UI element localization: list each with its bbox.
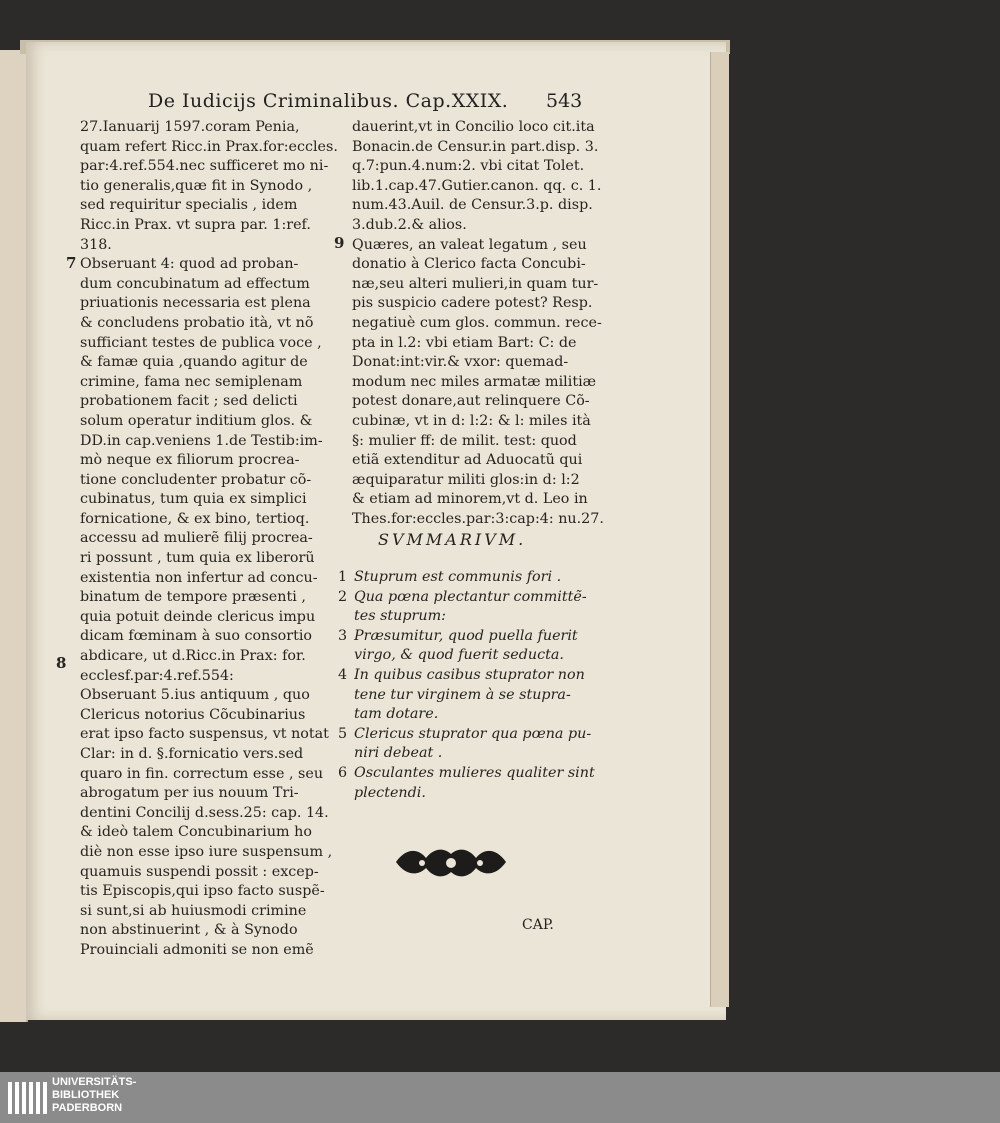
text-line: quam refert Ricc.in Prax.for:eccles. [80, 138, 338, 155]
text-line: non abstinuerint , & à Synodo [80, 922, 298, 939]
text-line: tis Episcopis,qui ipso facto suspẽ- [80, 883, 325, 900]
text-line: abrogatum per ius nouum Tri- [80, 785, 299, 802]
text-line: Thes.for:eccles.par:3:cap:4: nu.27. [352, 510, 604, 527]
summary-item-text: virgo, & quod fuerit seducta. [354, 647, 564, 664]
text-line: Bonacin.de Censur.in part.disp. 3. [352, 138, 599, 155]
summary-item-number: 1 [338, 569, 348, 585]
text-line: sufficiant testes de publica voce , [80, 334, 322, 351]
text-line: pta in l.2: vbi etiam Bart: C: de [352, 334, 577, 351]
summary-item-text: Qua pœna plectantur committẽ- [354, 588, 587, 605]
text-line: Donat:int:vir.& vxor: quemad- [352, 354, 569, 371]
text-line: Obseruant 4: quod ad proban- [80, 256, 299, 273]
text-line: 318. [80, 236, 112, 253]
text-line: abdicare, ut d.Ricc.in Prax: for. [80, 648, 306, 665]
left-text-column [80, 118, 338, 961]
text-line: tione concludenter probatur cõ- [80, 471, 312, 488]
text-line: DD.in cap.veniens 1.de Testib:im- [80, 432, 323, 449]
text-line: mò neque ex filiorum procrea- [80, 452, 300, 469]
text-line: probationem facit ; sed delicti [80, 393, 298, 410]
summary-item-text: tam dotare. [354, 706, 439, 723]
text-line: par:4.ref.554.nec sufficeret mo ni- [80, 158, 329, 175]
text-line: ri possunt , tum quia ex liberorũ [80, 550, 315, 567]
footer-line-2: BIBLIOTHEK [52, 1089, 120, 1101]
footer-line-3: PADERBORN [52, 1102, 123, 1114]
text-line: Obseruant 5.ius antiquum , quo [80, 687, 310, 704]
summary-item-text: tene tur virginem à se stupra- [354, 686, 571, 703]
summary-item [338, 725, 618, 764]
summary-item [338, 588, 618, 627]
paragraph-number: 7 [66, 254, 77, 272]
text-line: & ideò talem Concubinarium ho [80, 824, 312, 841]
paragraph-number: 9 [334, 234, 345, 252]
text-line: dentini Concilij d.sess.25: cap. 14. [80, 804, 329, 821]
text-line: q.7:pun.4.num:2. vbi citat Tolet. [352, 158, 585, 175]
summary-item-number: 2 [338, 588, 348, 605]
text-line: & famæ quia ,quando agitur de [80, 354, 308, 371]
text-line: §: mulier ff: de milit. test: quod [352, 432, 577, 449]
text-line: cubinæ, vt in d: l:2: & l: miles ità [352, 412, 591, 429]
summary-item-text: Osculantes mulieres qualiter sint [354, 764, 595, 781]
text-line: dauerint,vt in Concilio loco cit.ita [352, 119, 595, 135]
text-line: Prouinciali admoniti se non emẽ [80, 941, 314, 958]
footer-line-1: UNIVERSITÄTS- [52, 1076, 137, 1088]
text-line: erat ipso facto suspensus, vt notat [80, 726, 329, 743]
text-line: quamuis suspendi possit : excep- [80, 863, 319, 880]
text-line: Clericus notorius Cõcubinarius [80, 706, 306, 723]
summary-item [338, 568, 618, 588]
summary-item-number: 4 [338, 666, 348, 683]
text-line: lib.1.cap.47.Gutier.canon. qq. c. 1. [352, 177, 602, 194]
summary-item-text: Clericus stuprator qua pœna pu- [354, 725, 592, 742]
text-line: Quæres, an valeat legatum , seu [352, 236, 587, 253]
text-line: si sunt,si ab huiusmodi crimine [80, 902, 307, 919]
summary-item-text: Stuprum est communis fori . [354, 569, 562, 585]
summary-item-number: 3 [338, 627, 348, 644]
printer-ornament-icon [392, 840, 510, 886]
text-line: 3.dub.2.& alios. [352, 216, 467, 233]
text-line: donatio à Clerico facta Concubi- [352, 256, 586, 273]
text-line: modum nec miles armatæ militiæ [352, 373, 597, 390]
text-line: næ,seu alteri mulieri,in quam tur- [352, 275, 599, 292]
summary-item-number: 5 [338, 725, 348, 742]
text-line: dicam fœminam à suo consortio [80, 628, 313, 645]
text-line: 27.Ianuarij 1597.coram Penia, [80, 119, 300, 135]
text-line: potest donare,aut relinquere Cõ- [352, 393, 590, 410]
text-line: negatiuè cum glos. commun. rece- [352, 314, 602, 331]
text-line: cubinatus, tum quia ex simplici [80, 491, 307, 508]
text-line: crimine, fama nec semiplenam [80, 373, 303, 390]
summary-item-text: Præsumitur, quod puella fuerit [354, 627, 578, 644]
text-line: fornicatione, & ex bino, tertioq. [80, 510, 310, 527]
text-line: pis suspicio cadere potest? Resp. [352, 295, 593, 312]
text-line: & concludens probatio ità, vt nõ [80, 314, 314, 331]
text-line: æquiparatur militi glos:in d: l:2 [352, 471, 580, 488]
library-footer [0, 1072, 1000, 1123]
text-line: accessu ad mulierẽ filij procrea- [80, 530, 313, 547]
paragraph-number: 8 [56, 654, 67, 672]
summary-item [338, 764, 618, 803]
text-line: diè non esse ipso iure suspensum , [80, 843, 333, 860]
running-header: De Iudicijs Criminalibus. Cap.XXIX. [148, 90, 509, 112]
right-text-column [352, 118, 612, 529]
page-right-edge [710, 52, 729, 1007]
text-line: quia potuit deinde clericus impu [80, 608, 316, 625]
text-line: ecclesf.par:4.ref.554: [80, 667, 234, 684]
text-line: existentia non infertur ad concu- [80, 569, 318, 586]
text-line: etiã extenditur ad Aduocatũ qui [352, 452, 583, 469]
summary-item-text: In quibus casibus stuprator non [354, 666, 585, 683]
text-line: solum operatur inditium glos. & [80, 412, 313, 429]
library-logo-icon [6, 1078, 48, 1118]
text-line: Ricc.in Prax. vt supra par. 1:ref. [80, 216, 311, 233]
summary-item-text: tes stuprum: [354, 608, 446, 625]
summary-heading: SVMMARIVM. [378, 530, 527, 549]
text-line: binatum de tempore præsenti , [80, 589, 306, 606]
catchword: CAP. [522, 917, 554, 933]
text-line: quaro in fin. correctum esse , seu [80, 765, 324, 782]
text-line: dum concubinatum ad effectum [80, 275, 310, 292]
left-page-edge [0, 50, 28, 1022]
page-number: 543 [546, 90, 583, 112]
summary-item [338, 627, 618, 666]
text-line: tio generalis,quæ fit in Synodo , [80, 177, 313, 194]
text-line: num.43.Auil. de Censur.3.p. disp. [352, 197, 593, 214]
text-line: & etiam ad minorem,vt d. Leo in [352, 491, 588, 508]
summary-item [338, 666, 618, 725]
summary-item-number: 6 [338, 764, 348, 781]
text-line: Clar: in d. §.fornicatio vers.sed [80, 746, 304, 762]
summary-item-text: plectendi. [354, 784, 426, 801]
text-line: priuationis necessaria est plena [80, 295, 311, 312]
text-line: sed requiritur specialis , idem [80, 197, 298, 214]
summary-list [338, 568, 618, 803]
summary-item-text: niri debeat . [354, 745, 443, 762]
